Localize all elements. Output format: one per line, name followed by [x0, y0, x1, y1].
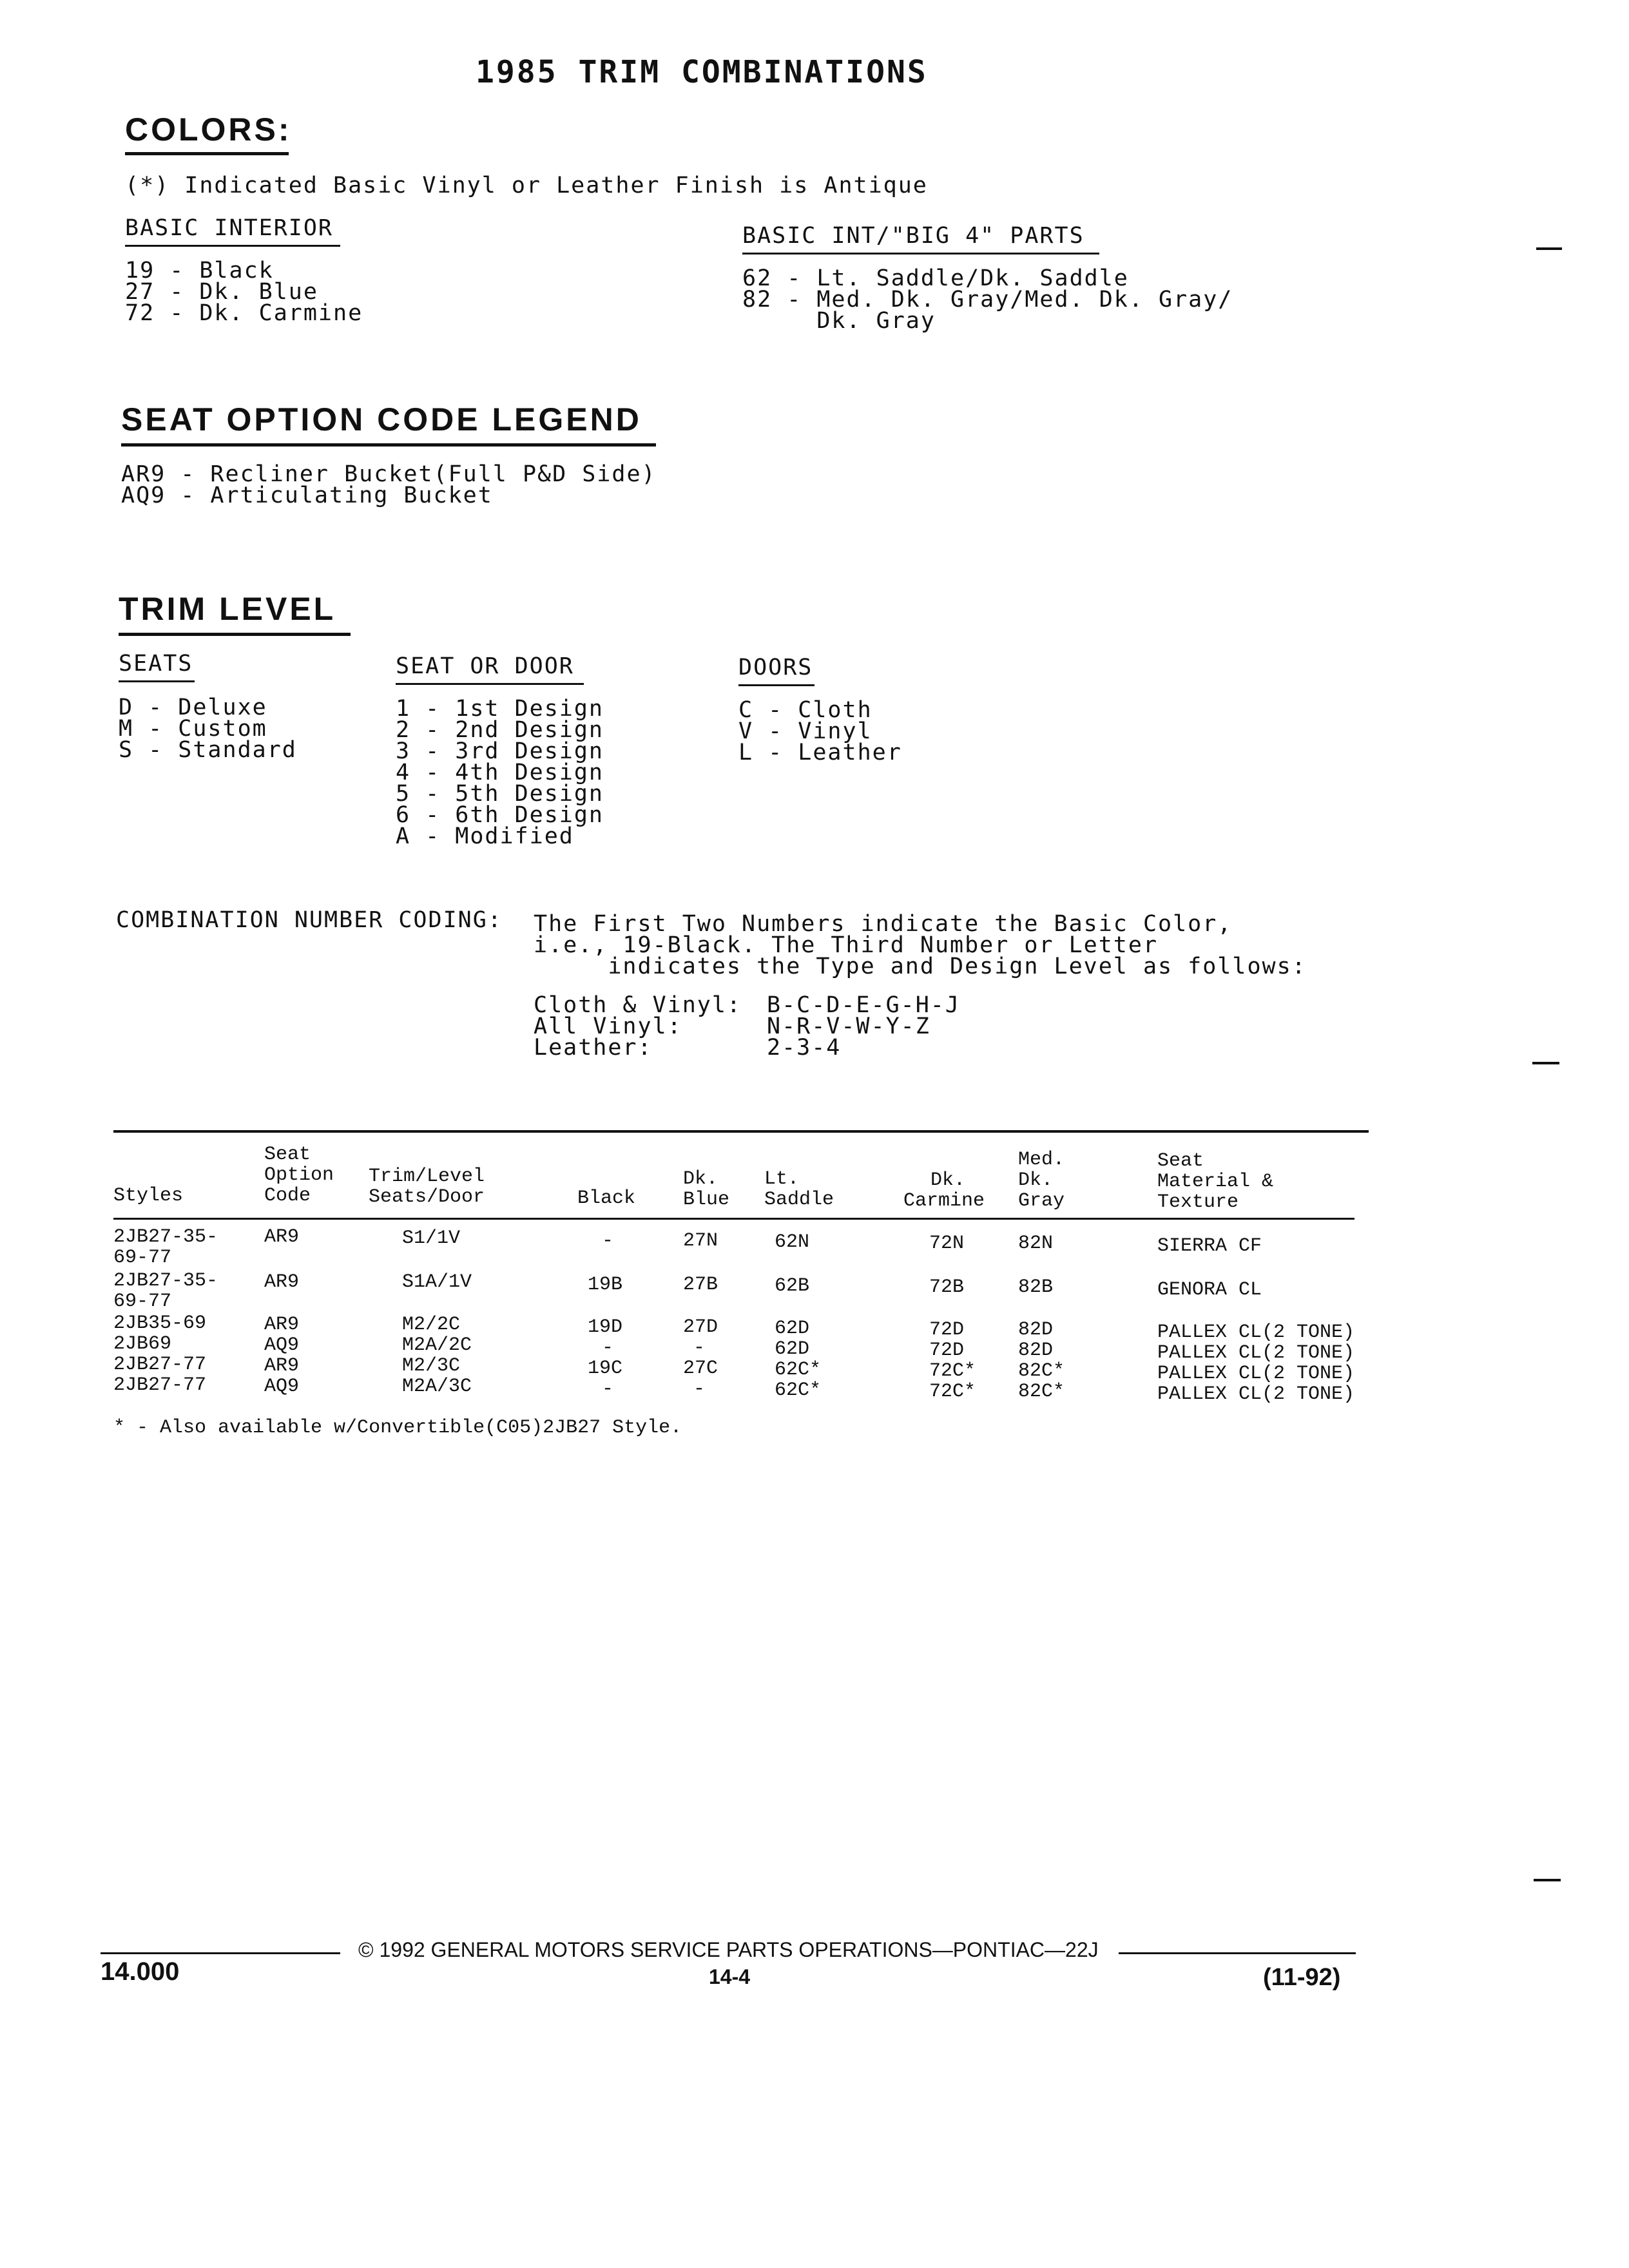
- cell-trim: M2A/2C: [402, 1334, 472, 1356]
- doors-underline: [738, 684, 815, 686]
- header-med-dk-gray: Dk.: [1018, 1169, 1054, 1191]
- footer-section: 14.000: [101, 1957, 180, 1986]
- header-lt-saddle: Lt.: [764, 1168, 800, 1190]
- cell-gray: 82D: [1018, 1319, 1054, 1341]
- header-trim-level: Seats/Door: [369, 1186, 485, 1208]
- coding-line: indicates the Type and Design Level as follows:: [534, 954, 1307, 979]
- cell-trim: M2/3C: [402, 1355, 461, 1377]
- footer-rule-left: [101, 1952, 340, 1954]
- cell-gray: 82C*: [1018, 1381, 1065, 1403]
- footer-date: (11-92): [1263, 1964, 1341, 1991]
- cell-code: AQ9: [264, 1376, 300, 1398]
- cell-blue: -: [693, 1378, 706, 1400]
- cell-material: SIERRA CF: [1157, 1235, 1262, 1257]
- seats-item: D - Deluxe: [119, 695, 267, 720]
- cell-style: 2JB27-77: [113, 1354, 207, 1376]
- cell-blue: 27D: [683, 1316, 718, 1338]
- header-dk-blue: Blue: [683, 1189, 730, 1211]
- cell-trim: S1/1V: [402, 1227, 461, 1249]
- seat-legend-underline: [121, 443, 656, 447]
- doors-heading: DOORS: [738, 655, 813, 680]
- doors-item: C - Cloth: [738, 697, 872, 723]
- cell-blue: 27C: [683, 1358, 718, 1379]
- header-material: Seat: [1157, 1150, 1204, 1172]
- cell-saddle: 62D: [775, 1318, 810, 1340]
- cell-carmine: 72N: [929, 1233, 965, 1254]
- cell-saddle: 62D: [775, 1338, 810, 1360]
- seat-or-door-item: 1 - 1st Design: [396, 696, 604, 722]
- header-seat-option: Code: [264, 1185, 311, 1207]
- cell-gray: 82D: [1018, 1340, 1054, 1361]
- seats-heading: SEATS: [119, 651, 193, 677]
- coding-line: i.e., 19-Black. The Third Number or Letter: [534, 932, 1159, 958]
- seat-or-door-item: 2 - 2nd Design: [396, 717, 604, 743]
- seat-or-door-item: 6 - 6th Design: [396, 802, 604, 828]
- cell-saddle: 62N: [775, 1231, 810, 1253]
- header-black: Black: [577, 1187, 636, 1209]
- seat-legend-item: AQ9 - Articulating Bucket: [121, 483, 493, 508]
- cell-saddle: 62C*: [775, 1359, 822, 1381]
- footer-rule-right: [1119, 1952, 1356, 1954]
- coding-material-label: Leather:: [534, 1035, 653, 1061]
- cell-style: 2JB35-69: [113, 1312, 207, 1334]
- cell-black: -: [602, 1230, 614, 1252]
- cell-carmine: 72C*: [929, 1360, 976, 1382]
- cell-style: 2JB27-35-: [113, 1226, 218, 1248]
- header-styles: Styles: [113, 1185, 184, 1207]
- cell-gray: 82B: [1018, 1276, 1054, 1298]
- cell-code: AR9: [264, 1226, 300, 1248]
- seat-or-door-item: A - Modified: [396, 823, 574, 849]
- cell-material: PALLEX CL(2 TONE): [1157, 1342, 1355, 1364]
- header-med-dk-gray: Med.: [1018, 1149, 1065, 1171]
- cell-style: 2JB69: [113, 1333, 172, 1355]
- seat-or-door-item: 3 - 3rd Design: [396, 738, 604, 764]
- header-seat-option: Option: [264, 1164, 334, 1186]
- cell-style: 2JB27-35-: [113, 1270, 218, 1292]
- header-med-dk-gray: Gray: [1018, 1190, 1065, 1212]
- cell-trim: M2A/3C: [402, 1376, 472, 1398]
- doors-item: L - Leather: [738, 740, 902, 765]
- footer-page-number: 14-4: [709, 1965, 751, 1988]
- basic-interior-item: 19 - Black: [125, 258, 274, 284]
- cell-black: 19C: [588, 1358, 623, 1379]
- seats-item: M - Custom: [119, 716, 267, 742]
- coding-material-value: N-R-V-W-Y-Z: [767, 1014, 930, 1039]
- seat-legend-item: AR9 - Recliner Bucket(Full P&D Side): [121, 461, 657, 487]
- page-title: 1985 TRIM COMBINATIONS: [476, 54, 928, 90]
- cell-black: -: [602, 1378, 614, 1400]
- cell-carmine: 72D: [929, 1319, 965, 1341]
- cell-code: AR9: [264, 1355, 300, 1377]
- seat-or-door-item: 5 - 5th Design: [396, 781, 604, 807]
- basic-interior-underline: [125, 245, 340, 247]
- coding-material-value: 2-3-4: [767, 1035, 842, 1061]
- header-seat-option: Seat: [264, 1144, 311, 1166]
- cell-saddle: 62C*: [775, 1379, 822, 1401]
- trim-level-underline: [119, 633, 351, 636]
- coding-material-label: All Vinyl:: [534, 1014, 682, 1039]
- margin-tick: [1536, 247, 1562, 250]
- seats-item: S - Standard: [119, 737, 297, 763]
- cell-trim: S1A/1V: [402, 1271, 472, 1293]
- big4-heading: BASIC INT/"BIG 4" PARTS: [742, 223, 1084, 249]
- seat-or-door-item: 4 - 4th Design: [396, 760, 604, 785]
- basic-interior-item: 72 - Dk. Carmine: [125, 300, 363, 326]
- cell-gray: 82C*: [1018, 1360, 1065, 1382]
- header-trim-level: Trim/Level: [369, 1166, 485, 1187]
- cell-gray: 82N: [1018, 1233, 1054, 1254]
- cell-carmine: 72B: [929, 1276, 965, 1298]
- coding-label: COMBINATION NUMBER CODING:: [116, 907, 503, 933]
- big4-underline: [742, 253, 1099, 255]
- seat-or-door-underline: [396, 683, 584, 685]
- cell-material: PALLEX CL(2 TONE): [1157, 1383, 1355, 1405]
- margin-tick: [1534, 1879, 1561, 1881]
- seat-legend-heading: SEAT OPTION CODE LEGEND: [121, 401, 642, 437]
- big4-item: Dk. Gray: [742, 308, 936, 334]
- cell-style: 69-77: [113, 1291, 172, 1312]
- big4-item: 82 - Med. Dk. Gray/Med. Dk. Gray/: [742, 287, 1233, 312]
- cell-code: AQ9: [264, 1334, 300, 1356]
- cell-code: AR9: [264, 1314, 300, 1336]
- table-top-rule: [113, 1130, 1369, 1133]
- cell-black: -: [602, 1337, 614, 1359]
- cell-blue: -: [693, 1337, 706, 1359]
- cell-saddle: 62B: [775, 1275, 810, 1297]
- header-material: Texture: [1157, 1191, 1239, 1213]
- trim-level-heading: TRIM LEVEL: [119, 591, 336, 627]
- header-lt-saddle: Saddle: [764, 1189, 834, 1211]
- header-dk-carmine: Dk.: [930, 1169, 966, 1191]
- cell-black: 19B: [588, 1274, 623, 1296]
- seat-or-door-heading: SEAT OR DOOR: [396, 653, 574, 679]
- cell-carmine: 72D: [929, 1340, 965, 1361]
- header-dk-carmine: Carmine: [903, 1190, 985, 1212]
- colors-heading-underline: [125, 152, 289, 155]
- colors-heading: COLORS:: [125, 111, 292, 148]
- cell-material: GENORA CL: [1157, 1279, 1262, 1301]
- cell-code: AR9: [264, 1271, 300, 1293]
- cell-style: 2JB27-77: [113, 1374, 207, 1396]
- cell-black: 19D: [588, 1316, 623, 1338]
- seats-underline: [119, 680, 195, 682]
- header-material: Material &: [1157, 1171, 1274, 1193]
- footer-copyright: © 1992 GENERAL MOTORS SERVICE PARTS OPERATIONS—PONTIAC—22J: [358, 1938, 1099, 1961]
- colors-note: (*) Indicated Basic Vinyl or Leather Finish is Antique: [125, 173, 928, 198]
- cell-material: PALLEX CL(2 TONE): [1157, 1321, 1355, 1343]
- table-footnote: * - Also available w/Convertible(C05)2JB27 Style.: [113, 1417, 682, 1439]
- cell-blue: 27N: [683, 1230, 718, 1252]
- header-dk-blue: Dk.: [683, 1168, 718, 1190]
- basic-interior-heading: BASIC INTERIOR: [125, 215, 334, 241]
- cell-trim: M2/2C: [402, 1314, 461, 1336]
- cell-blue: 27B: [683, 1274, 718, 1296]
- cell-style: 69-77: [113, 1247, 172, 1269]
- coding-material-label: Cloth & Vinyl:: [534, 992, 742, 1018]
- cell-carmine: 72C*: [929, 1381, 976, 1403]
- table-header-rule: [113, 1218, 1354, 1220]
- basic-interior-item: 27 - Dk. Blue: [125, 279, 318, 305]
- coding-material-value: B-C-D-E-G-H-J: [767, 992, 960, 1018]
- big4-item: 62 - Lt. Saddle/Dk. Saddle: [742, 265, 1129, 291]
- coding-line: The First Two Numbers indicate the Basic Color,: [534, 911, 1233, 937]
- doors-item: V - Vinyl: [738, 718, 872, 744]
- cell-material: PALLEX CL(2 TONE): [1157, 1363, 1355, 1385]
- margin-tick: [1532, 1062, 1559, 1064]
